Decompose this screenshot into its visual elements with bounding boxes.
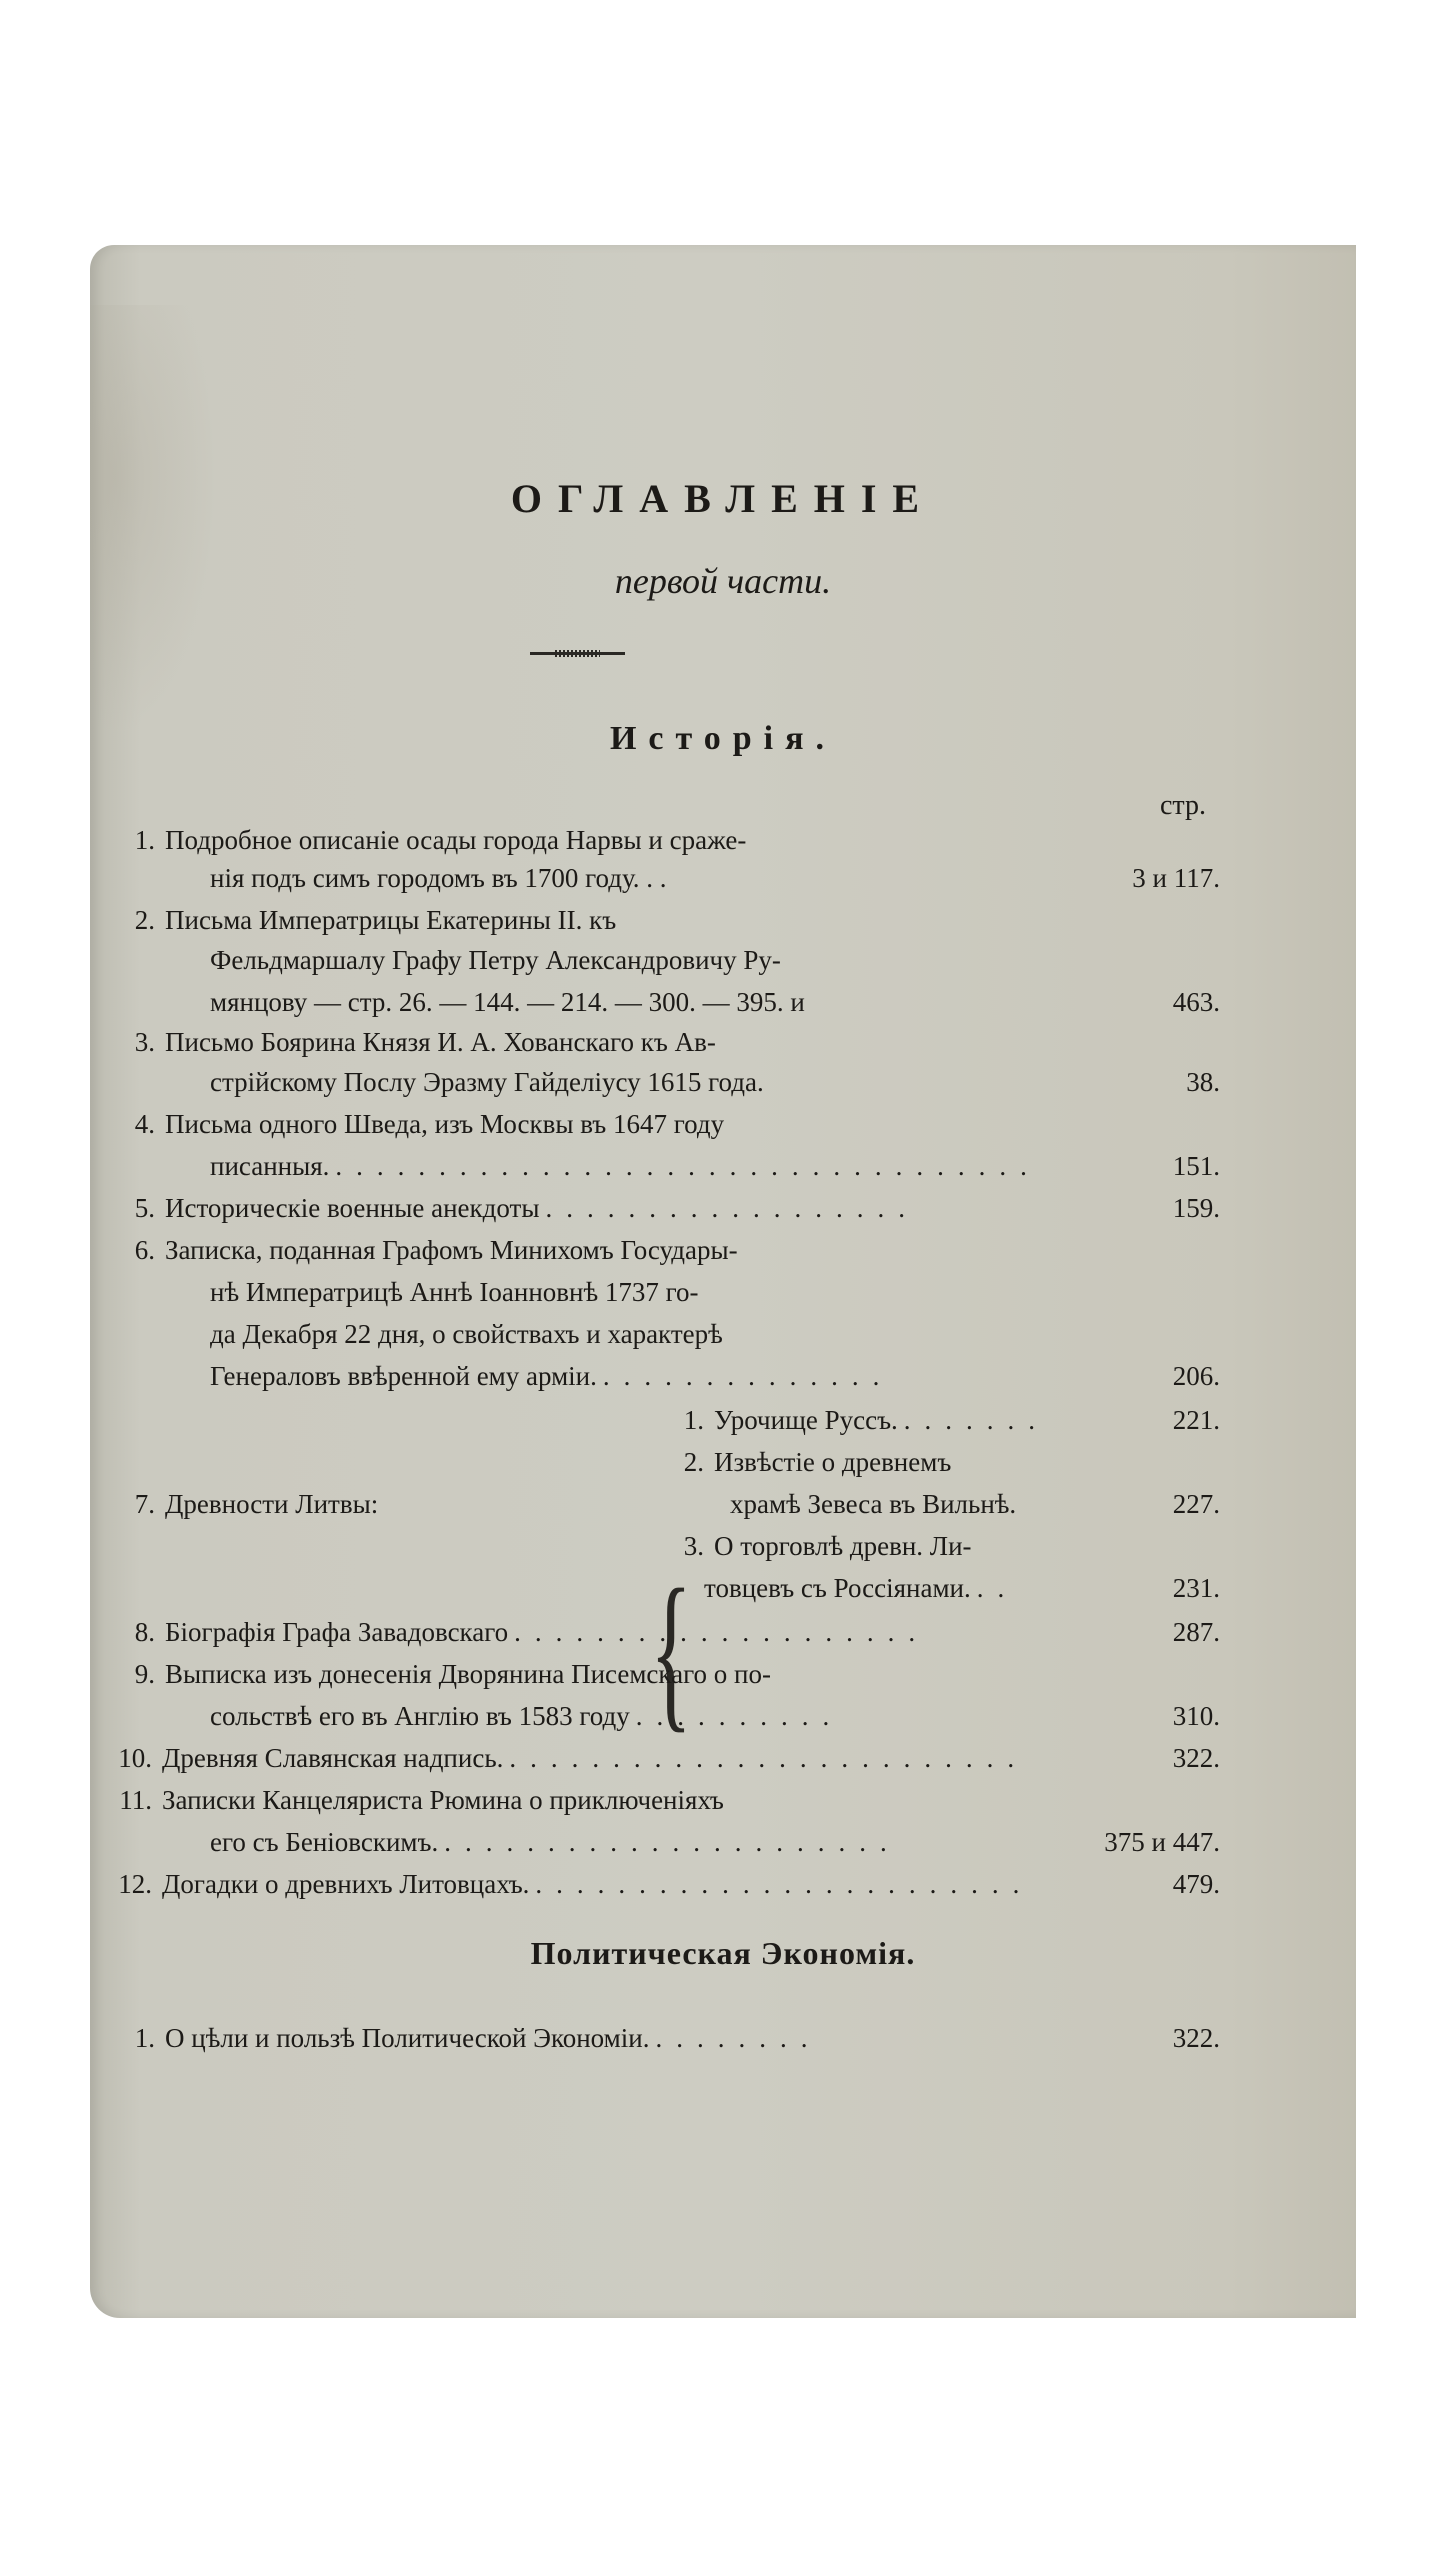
page-number: 479. bbox=[1172, 1869, 1220, 1899]
toc-entry-5[interactable]: 5. Историческіе военные анекдоты .................. 159. bbox=[134, 1193, 1220, 1223]
toc-political-economy bbox=[90, 245, 1356, 2318]
toc-entry-9-cont: сольствѣ его въ Англію въ 1583 году .......... 310. bbox=[210, 1701, 1220, 1731]
toc-subentry-7-2-cont: храмѣ Зевеса въ Вильнѣ. 227. bbox=[730, 1489, 1220, 1519]
page-number: 231. bbox=[1172, 1573, 1220, 1603]
toc-entry-11[interactable]: 11. Записки Канцеляриста Рюмина о приключеніяхъ bbox=[119, 1785, 724, 1815]
page-number: 151. bbox=[1172, 1151, 1220, 1181]
toc-subentry-7-3[interactable]: 3. О торговлѣ древн. Ли- bbox=[683, 1531, 972, 1561]
toc-econ-entry-1[interactable]: 1. О цѣли и пользѣ Политической Экономіи. ........ 322. bbox=[134, 2023, 1220, 2053]
toc-entry-2-cont2: мянцову — стр. 26. — 144. — 214. — 300. — 395. и 463. bbox=[210, 987, 1220, 1017]
toc-entry-2-cont: Фельдмаршалу Графу Петру Александровичу Ру- bbox=[210, 945, 781, 975]
section-heading-political-economy: Политическая Экономія. bbox=[530, 1935, 916, 1971]
toc-entry-6-cont2: да Декабря 22 дня, о свойствахъ и характерѣ bbox=[210, 1319, 723, 1349]
page-number: 38. bbox=[1186, 1067, 1220, 1097]
toc-entry-8[interactable]: 8. Біографія Графа Завадовскаго .................... 287. bbox=[134, 1617, 1220, 1647]
toc-entry-6-cont3: Генераловъ ввѣренной ему арміи. .............. 206. bbox=[210, 1361, 1220, 1391]
toc-entry-2[interactable]: 2. Письма Императрицы Екатерины II. къ bbox=[134, 905, 617, 935]
page-number: 3 и 117. bbox=[1132, 863, 1220, 893]
toc-entry-3[interactable]: 3. Письмо Боярина Князя И. А. Хованскаго къ Ав- bbox=[134, 1027, 716, 1057]
toc-entry-6[interactable]: 6. Записка, поданная Графомъ Минихомъ Государы- bbox=[134, 1235, 738, 1265]
toc-entry-12[interactable]: 12. Догадки о древнихъ Литовцахъ. ........................ 479. bbox=[118, 1869, 1220, 1899]
page-number: 227. bbox=[1172, 1489, 1220, 1519]
toc-entry-4[interactable]: 4. Письма одного Шведа, изъ Москвы въ 1647 году bbox=[134, 1109, 725, 1139]
book-page bbox=[90, 245, 1356, 2318]
page-number: 375 и 447. bbox=[1104, 1827, 1220, 1857]
toc-entry-7[interactable]: 7. Древности Литвы: bbox=[134, 1489, 379, 1519]
page-column-label: стр. bbox=[1159, 790, 1206, 821]
page-number: 322. bbox=[1172, 2023, 1220, 2053]
page-number: 310. bbox=[1172, 1701, 1220, 1731]
page-subtitle: первой части. bbox=[614, 561, 832, 601]
page-number: 322. bbox=[1172, 1743, 1220, 1773]
page-number: 159. bbox=[1172, 1193, 1220, 1223]
page-number: 287. bbox=[1172, 1617, 1220, 1647]
toc-entry-6-cont: нѣ Императрицѣ Аннѣ Іоанновнѣ 1737 го- bbox=[210, 1277, 699, 1307]
toc-entry-4-cont: писанныя. .................................. 151. bbox=[210, 1151, 1220, 1181]
page-number: 206. bbox=[1172, 1361, 1220, 1391]
toc-entry-11-cont: его съ Беніовскимъ. ...................... 375 и 447. bbox=[210, 1827, 1220, 1857]
toc-entry-3-cont: стрійскому Послу Эразму Гайделіусу 1615 года. 38. bbox=[210, 1067, 1220, 1097]
toc-entry-1[interactable]: 1. Подробное описаніе осады города Нарвы и сраже- bbox=[134, 825, 747, 855]
toc-entry-1-cont: нія подъ симъ городомъ въ 1700 году. . . 3 и 117. bbox=[210, 863, 1220, 893]
toc-subentry-7-2[interactable]: 2. Извѣстіе о древнемъ bbox=[683, 1447, 952, 1477]
page-number: 463. bbox=[1172, 987, 1220, 1017]
toc-entry-9[interactable]: 9. Выписка изъ донесенія Дворянина Писемскаго о по- bbox=[134, 1659, 771, 1689]
toc-subentry-7-3-cont: товцевъ съ Россіянами. .. 231. bbox=[704, 1573, 1220, 1603]
brace-glyph: { bbox=[650, 1553, 692, 1747]
page-number: 221. bbox=[1172, 1405, 1220, 1435]
toc-subentry-7-1[interactable]: 1. Урочище Руссъ. ....... 221. bbox=[683, 1405, 1220, 1435]
section-heading-history: Исторія. bbox=[609, 720, 837, 757]
toc-entry-10[interactable]: 10. Древняя Славянская надпись. ......................... 322. bbox=[118, 1743, 1220, 1773]
page-title: ОГЛАВЛЕНІЕ bbox=[510, 476, 936, 521]
